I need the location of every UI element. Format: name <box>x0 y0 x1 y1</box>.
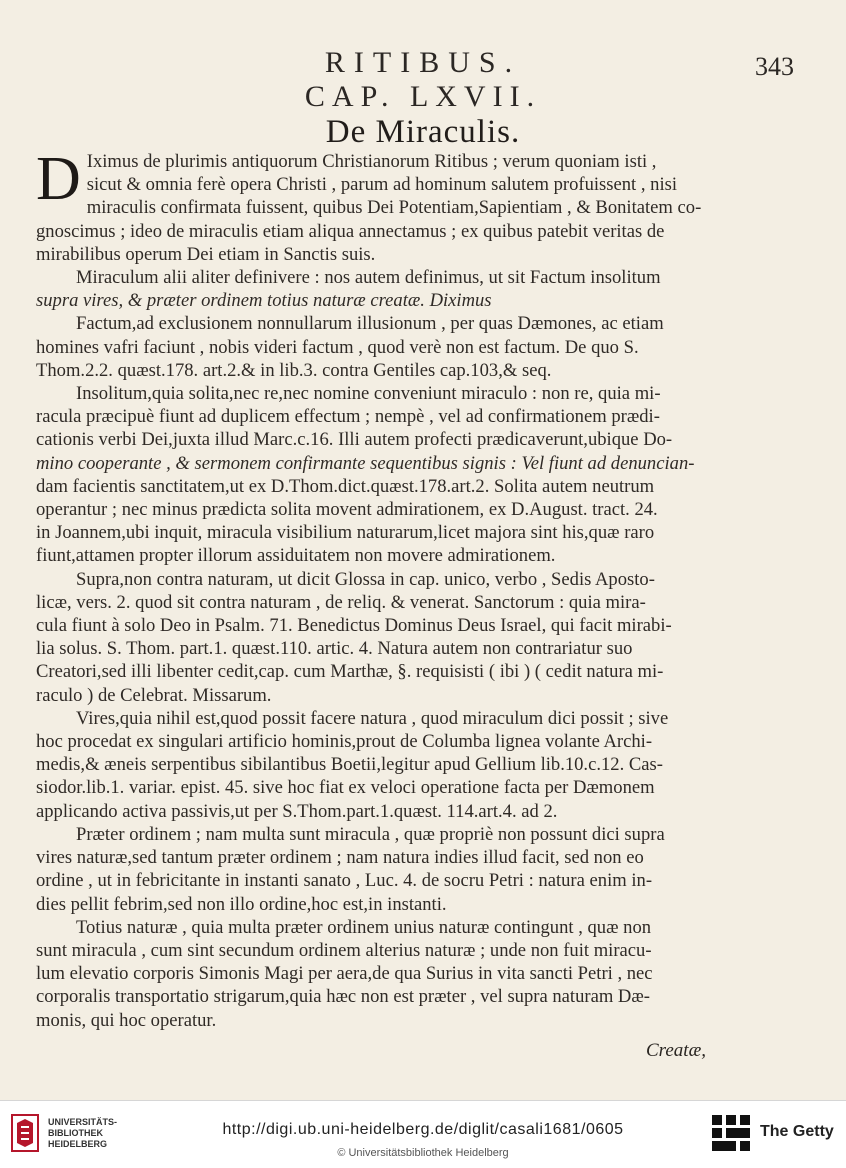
text-line: Factum,ad exclusionem nonnullarum illusionum , per quas Dæmones, ac etiam <box>76 313 664 335</box>
text-line: corporalis transportatio strigarum,quia hæc non est præter , vel supra naturam Dæ- <box>36 986 650 1008</box>
text-line: miraculis confirmata fuissent, quibus Dei Potentiam,Sapientiam , & Bonitatem co- <box>86 197 702 219</box>
text-line: gnoscimus ; ideo de miraculis etiam aliqua annectamus ; ex quibus patebit veritas de <box>36 220 665 242</box>
text-line: Miraculum alii aliter definivere : nos autem definimus, ut sit Factum insolitum <box>76 267 661 289</box>
text-line: supra vires, & præter ordinem totius naturæ creatæ. Diximus <box>36 290 492 312</box>
text-line: racula præcipuè fiunt ad duplicem effectum ; nempè , vel ad confirmationem prædi- <box>36 406 660 428</box>
text-line: vires naturæ,sed tantum præter ordinem ; nam natura indies illud facit, sed non eo <box>36 847 644 869</box>
text-line: Thom.2.2. quæst.178. art.2.& in lib.3. contra Gentiles cap.103,& seq. <box>36 359 552 381</box>
chapter-heading: CAP. LXVII. <box>304 80 542 113</box>
text-line: cationis verbi Dei,juxta illud Marc.c.16. Illi autem profecti prædicaverunt,ubique Do- <box>36 429 673 451</box>
body-text <box>36 145 816 1032</box>
drop-capital: D <box>36 145 81 213</box>
partner-name: The Getty <box>760 1123 834 1140</box>
text-line: monis, qui hoc operatur. <box>36 1009 217 1031</box>
text-line: raculo ) de Celebrat. Missarum. <box>36 684 272 706</box>
text-line: mirabilibus operum Dei etiam in Sanctis suis. <box>36 243 376 265</box>
text-line: ordine , ut in febricitante in instanti sanato , Luc. 4. de socru Petri : natura enim in- <box>36 870 653 892</box>
text-line: siodor.lib.1. variar. epist. 45. sive hoc fiat ex veloci operatione facta per Dæmonem <box>36 777 655 799</box>
text-line: Vires,quia nihil est,quod possit facere natura , quod miraculum dici possit ; sive <box>76 707 669 729</box>
running-head: RITIBUS. <box>324 46 522 79</box>
text-line: operantur ; nec minus prædicta solita movent admirationem, ex D.August. tract. 24. <box>36 499 658 521</box>
library-name: UNIVERSITÄTS- BIBLIOTHEK HEIDELBERG <box>48 1117 118 1149</box>
catchword: Creatæ, <box>646 1040 706 1061</box>
text-line: Insolitum,quia solita,nec re,nec nomine conveniunt miraculo : non re, quia mi- <box>76 383 661 405</box>
text-line: lia solus. S. Thom. part.1. quæst.110. artic. 4. Natura autem non contrariatur suo <box>36 638 633 660</box>
text-line: Præter ordinem ; nam multa sunt miracula , quæ propriè non possunt dici supra <box>76 823 665 845</box>
text-line: Totius naturæ , quia multa præter ordinem unius naturæ contingunt , quæ non <box>76 916 652 938</box>
text-line: mino cooperante , & sermonem confirmante sequentibus signis : Vel fiunt ad denuncian- <box>36 452 695 474</box>
text-line: medis,& æneis serpentibus sibilantibus Boetii,legitur apud Gellium lib.10.c.12. Cas- <box>36 754 663 776</box>
text-line: Iximus de plurimis antiquorum Christianorum Ritibus ; verum quoniam isti , <box>86 151 657 172</box>
text-line: Supra,non contra naturam, ut dicit Glossa in cap. unico, verbo , Sedis Aposto- <box>76 568 655 590</box>
text-line: sicut & omnia ferè opera Christi , parum ad hominum salutem profuissent , nisi <box>86 174 678 196</box>
text-line: homines vafri faciunt , nobis videri factum , quod verè non est factum. De quo S. <box>36 336 639 358</box>
text-line: in Joannem,ubi inquit, miracula visibilium naturarum,licet majora sint his,quæ raro <box>36 522 655 544</box>
getty-logo-icon <box>712 1115 750 1151</box>
text-line: dies pellit febrim,sed non illo ordine,hoc est,in instanti. <box>36 893 447 915</box>
page-title: De Miraculis. <box>325 114 521 150</box>
copyright-notice: © Universitätsbibliothek Heidelberg <box>337 1147 509 1159</box>
text-line: dam facientis sanctitatem,ut ex D.Thom.dict.quæst.178.art.2. Solita autem neutrum <box>36 475 655 497</box>
text-line: licæ, vers. 2. quod sit contra naturam , de reliq. & venerat. Sanctorum : quia mira- <box>36 591 646 613</box>
text-line: applicando activa passivis,ut per S.Thom.part.1.quæst. 114.art.4. ad 2. <box>36 800 558 822</box>
text-line: cula fiunt à solo Deo in Psalm. 71. Benedictus Dominus Deus Israel, qui facit mirabi- <box>36 615 672 637</box>
text-line: lum elevatio corporis Simonis Magi per aera,de qua Surius in vita sancti Petri , nec <box>36 963 653 985</box>
page-number: 343 <box>755 52 794 81</box>
page-url-link[interactable]: http://digi.ub.uni-heidelberg.de/diglit/casali1681/0605 <box>222 1121 624 1138</box>
text-line: sunt miracula , cum sint secundum ordinem alterius naturæ ; unde non fuit miracu- <box>36 939 652 961</box>
text-line: hoc procedat ex singulari artificio hominis,prout de Columba lignea volante Archi- <box>36 731 653 753</box>
text-line: Creatori,sed illi libenter cedit,cap. cum Marthæ, §. requisisti ( ibi ) ( cedit natura mi- <box>36 661 664 683</box>
text-line: fiunt,attamen propter illorum assiduitatem non movere admirationem. <box>36 545 556 567</box>
footer-bar <box>0 1100 846 1168</box>
